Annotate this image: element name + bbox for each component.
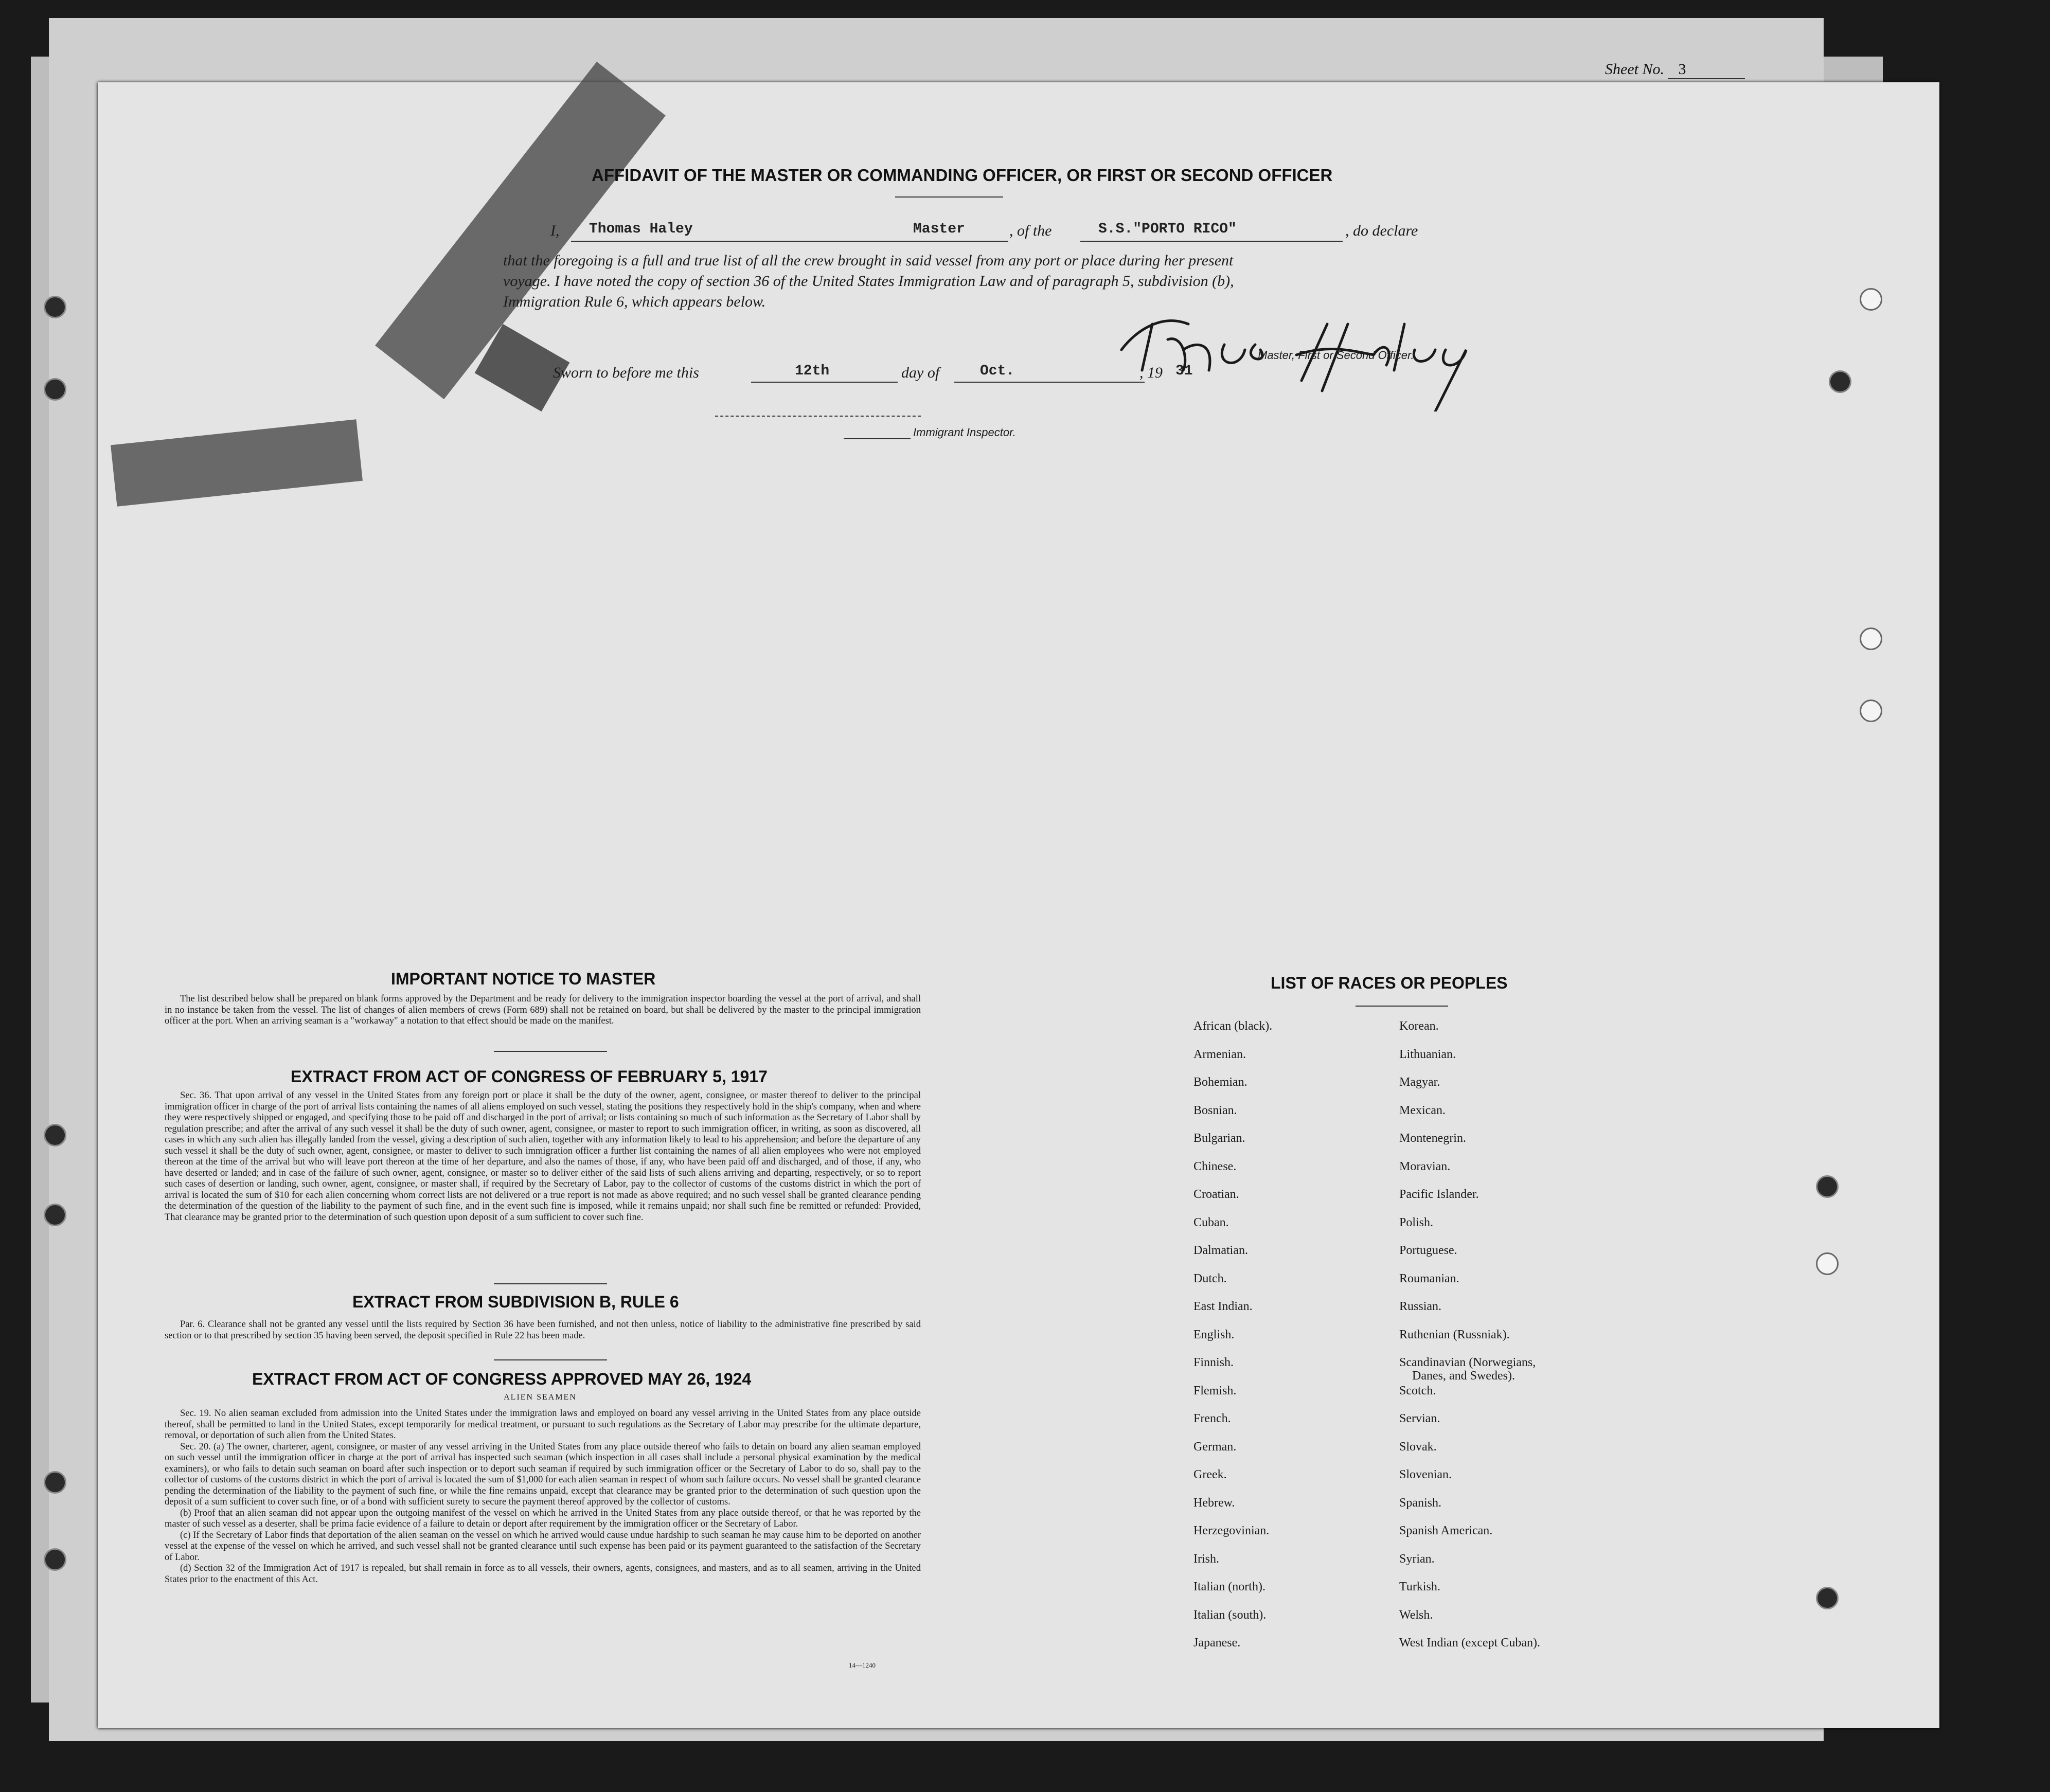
race-item: Irish. (1193, 1552, 1219, 1566)
race-item: Croatian. (1193, 1188, 1239, 1201)
affidavit-title: AFFIDAVIT OF THE MASTER OR COMMANDING OFFICER, OR FIRST OR SECOND OFFICER (592, 166, 1333, 185)
affidavit-body-line1: that the foregoing is a full and true list of all the crew brought in said vessel from any port or place during her present (503, 252, 1234, 269)
sec-19-paragraph: Sec. 19. No alien seaman excluded from admission into the United States under the immigration laws and employed on board any vessel arriving in the United States from any place outside thereof, shall be permitted to land in the United States, except temporarily for medical treatment, or pursuant to such regulations as the Secretary of Labor may prescribe for the ultimate departure, removal, or deportation of such alien from the United States. (165, 1408, 921, 1441)
race-item: German. (1193, 1440, 1237, 1454)
notice-body (165, 994, 921, 1027)
master-name-line (571, 241, 1008, 242)
race-item: Korean. (1399, 1019, 1439, 1033)
extract-1924-body (165, 1408, 921, 1585)
section-divider (494, 1359, 607, 1360)
race-item: Roumanian. (1399, 1271, 1459, 1285)
notice-paragraph: The list described below shall be prepared on blank forms approved by the Department and be ready for delivery to the immigration inspector boarding the vessel at the port of arrival, and shall in no instance be taken from the vessel. The list of changes of alien members of crews (Form 689) shall not be retained on board, but shall be delivered by the master to the principal immigration officer at the port. When an arriving seaman is a "workaway" a notation to that effect should be made on the manifest. (165, 994, 921, 1026)
punch-hole (1816, 1175, 1839, 1198)
year-prefix: , 19 (1139, 364, 1163, 381)
race-item: Cuban. (1193, 1215, 1229, 1229)
sworn-label: Sworn to before me this (553, 364, 699, 381)
sworn-day: 12th (795, 363, 830, 379)
race-item: French. (1193, 1412, 1231, 1425)
race-item: West Indian (except Cuban). (1399, 1636, 1540, 1650)
sheet-number-value: 3 (1668, 61, 1745, 79)
sheet-number-label: Sheet No. (1605, 61, 1664, 78)
vessel-name-line (1080, 241, 1343, 242)
punch-hole (1829, 370, 1851, 393)
race-item: Hebrew. (1193, 1496, 1235, 1510)
race-item: Finnish. (1193, 1356, 1234, 1369)
race-item: Italian (north). (1193, 1580, 1265, 1593)
race-item: Scotch. (1399, 1384, 1436, 1397)
sec-20d-paragraph: (d) Section 32 of the Immigration Act of 1917 is repealed, but shall remain in force as to all vessels, their owners, agents, consignees, and masters, and as to all seamen, arriving in the United States prior to the enactment of this Act. (165, 1563, 921, 1585)
race-item: Turkish. (1399, 1580, 1440, 1593)
vessel-name: S.S."PORTO RICO" (1098, 221, 1237, 237)
punch-hole (1860, 628, 1882, 650)
affidavit-body-line2: voyage. I have noted the copy of section 36 of the United States Immigration Law and of paragraph 5, subdivision (b), (503, 273, 1234, 290)
race-item: Welsh. (1399, 1608, 1433, 1622)
punch-hole (44, 296, 66, 318)
extract-1917-title: EXTRACT FROM ACT OF CONGRESS OF FEBRUARY 5, 1917 (291, 1067, 768, 1086)
punch-hole (1860, 288, 1882, 311)
extract-rule6-title: EXTRACT FROM SUBDIVISION B, RULE 6 (352, 1293, 679, 1311)
master-rank: Master (913, 221, 965, 237)
race-item: Flemish. (1193, 1384, 1237, 1397)
race-item: East Indian. (1193, 1300, 1253, 1313)
race-item: Bulgarian. (1193, 1132, 1245, 1145)
race-item: Slovak. (1399, 1440, 1437, 1454)
sheet-number (1605, 61, 1745, 79)
inspector-label: Immigrant Inspector. (913, 426, 1016, 439)
race-item: Bohemian. (1193, 1076, 1247, 1089)
sec-20b-paragraph: (b) Proof that an alien seaman did not appear upon the outgoing manifest of the vessel on which he arrived in the United States from any place outside thereof, or that he was reported by the master of such vessel as a deserter, shall be prima facie evidence of a failure to detain or deport after requirement by the immigration officer or the Secretary of Labor. (165, 1508, 921, 1529)
races-title-rule (1356, 1006, 1448, 1007)
race-item: Ruthenian (Russniak). (1399, 1328, 1510, 1341)
notice-title: IMPORTANT NOTICE TO MASTER (391, 970, 656, 988)
race-item: Polish. (1399, 1215, 1434, 1229)
do-declare-label: , do declare (1345, 222, 1418, 239)
race-item: Greek. (1193, 1468, 1227, 1481)
punch-hole (44, 1204, 66, 1226)
of-the-label: , of the (1009, 222, 1052, 239)
par-6-paragraph: Par. 6. Clearance shall not be granted any vessel until the lists required by Section 36 have been furnished, and not then unless, notice of liability to the administrative fine prescribed by said section or to that prescribed by section 35 having been served, the deposit specified in Rule 22 has been made. (165, 1319, 921, 1341)
race-item: Scandinavian (Norwegians, (1399, 1356, 1536, 1369)
race-item: Danes, and Swedes). (1412, 1369, 1515, 1383)
race-item: Montenegrin. (1399, 1132, 1466, 1145)
punch-hole (44, 378, 66, 401)
section-divider (494, 1283, 607, 1284)
race-item: Syrian. (1399, 1552, 1435, 1566)
sec-20c-paragraph: (c) If the Secretary of Labor finds that deportation of the alien seaman on the vessel on which he arrived would cause undue hardship to such seaman he may cause him to be deported on another vessel at the expense of the vessel on which he arrived, and such vessel shall not be granted clearance until such expense has been paid or its payment guaranteed to the satisfaction of the Secretary of Labor. (165, 1530, 921, 1563)
race-item: Slovenian. (1399, 1468, 1452, 1481)
punch-hole (1860, 700, 1882, 722)
sworn-month: Oct. (980, 363, 1015, 379)
race-item: Herzegovinian. (1193, 1524, 1270, 1537)
race-item: Mexican. (1399, 1103, 1446, 1117)
sec-36-paragraph: Sec. 36. That upon arrival of any vessel in the United States from any foreign port or place it shall be the duty of the owner, agent, consignee, or master thereof to deliver to the principal immigration officer in charge of the port of arrival lists containing the names of all aliens employed on such vessel, stating the positions they respectively hold in the ship's company, when and where they were respectively shipped or engaged, and specifying those to be paid off and discharged in the port of arrival; or lists containing so much of such information as the Secretary of Labor shall by regulation prescribe; and after the arrival of any such vessel it shall be the duty of such owner, agent, consignee, or master to report to such immigration officer, in writing, as soon as discovered, all cases in which any such alien has illegally landed from the vessel, giving a description of such alien, together with any information likely to lead to his apprehension; and before the departure of any such vessel it shall be the duty of such owner, agent, consignee, or master to deliver to such immigration officer a further list containing the names of all alien employees who were not employed thereon at the time of the arrival but who will leave port thereon at the time of her departure, and also the names of those, if any, who have been paid off and discharged, and of those, if any, who have deserted or landed; and in case of the failure of such owner, agent, consignee, or master so to deliver either of the said lists of such aliens arriving and departing, respectively, or so to report such cases of desertion or landing, such owner, agent, consignee, or master shall, if required by the Secretary of Labor, pay to the collector of customs of the customs district in which the port of arrival is located the sum of $10 for each alien concerning whom correct lists are not delivered or a true report is not made as above required; and no such vessel shall be granted clearance pending the determination of the question of the liability to the payment of such fine, and in the event such fine is imposed, while it remains unpaid; nor shall such fine be remitted or refunded: Provided, That clearance may be granted prior to the determination of such question upon deposit of a sum sufficient to cover such fine. (165, 1090, 921, 1223)
affidavit-title-rule (895, 196, 1003, 198)
race-item: English. (1193, 1328, 1235, 1341)
punch-hole (44, 1548, 66, 1571)
alien-seamen-subtitle: ALIEN SEAMEN (504, 1393, 577, 1402)
race-item: Portuguese. (1399, 1244, 1457, 1257)
race-item: Pacific Islander. (1399, 1188, 1479, 1201)
race-item: Spanish American. (1399, 1524, 1493, 1537)
punch-hole (44, 1124, 66, 1146)
race-item: Bosnian. (1193, 1103, 1237, 1117)
extract-1917-body (165, 1090, 921, 1223)
race-item: Spanish. (1399, 1496, 1442, 1510)
section-divider (494, 1051, 607, 1052)
inspector-label-line (844, 438, 911, 439)
punch-hole (1816, 1587, 1839, 1609)
race-item: Dutch. (1193, 1271, 1227, 1285)
race-item: Armenian. (1193, 1047, 1246, 1061)
extract-rule6-body (165, 1319, 921, 1341)
sworn-day-line (751, 382, 898, 383)
punch-hole (1816, 1252, 1839, 1275)
race-item: Japanese. (1193, 1636, 1241, 1650)
extract-1924-title: EXTRACT FROM ACT OF CONGRESS APPROVED MAY 26, 1924 (252, 1370, 752, 1388)
day-of-label: day of (901, 364, 940, 381)
races-title: LIST OF RACES OR PEOPLES (1271, 974, 1508, 992)
master-name: Thomas Haley (589, 221, 693, 237)
race-item: Magyar. (1399, 1076, 1440, 1089)
inspector-line (715, 416, 921, 417)
race-item: Servian. (1399, 1412, 1440, 1425)
form-number: 14—1240 (849, 1661, 876, 1669)
race-item: African (black). (1193, 1019, 1273, 1033)
race-item: Dalmatian. (1193, 1244, 1248, 1257)
race-item: Chinese. (1193, 1159, 1237, 1173)
sec-20a-paragraph: Sec. 20. (a) The owner, charterer, agent, consignee, or master of any vessel arriving in the United States from any place outside thereof who fails to detain on board any alien seaman employed on such vessel until the immigration officer in charge at the port of arrival has inspected such seaman (which inspection in all cases shall include a personal physical examination by the medical examiners), or who fails to detain such seaman on board after such inspection or to deport such seaman if required by such immigration officer or the Secretary of Labor to do so, shall pay to the collector of customs of the customs district in which the port of arrival is located the sum of $1,000 for each alien seaman in respect of whom such failure occurs. No vessel shall be granted clearance pending the determination of the liability to the payment of such fine, or while the fine remains unpaid, except that clearance may be granted prior to the determination of such question upon the deposit of a sum sufficient to cover such fine, or of a bond with sufficient surety to secure the payment thereof approved by the collector of customs. (165, 1441, 921, 1507)
race-item: Lithuanian. (1399, 1047, 1456, 1061)
race-item: Italian (south). (1193, 1608, 1267, 1622)
race-item: Moravian. (1399, 1159, 1451, 1173)
race-item: Russian. (1399, 1300, 1442, 1313)
punch-hole (44, 1471, 66, 1494)
affidavit-body-line3: Immigration Rule 6, which appears below. (503, 293, 766, 310)
signer-title: Master, First or Second Officer. (1258, 349, 1414, 362)
year-suffix: 31 (1175, 363, 1193, 379)
affidavit-pronoun: I, (550, 222, 560, 239)
